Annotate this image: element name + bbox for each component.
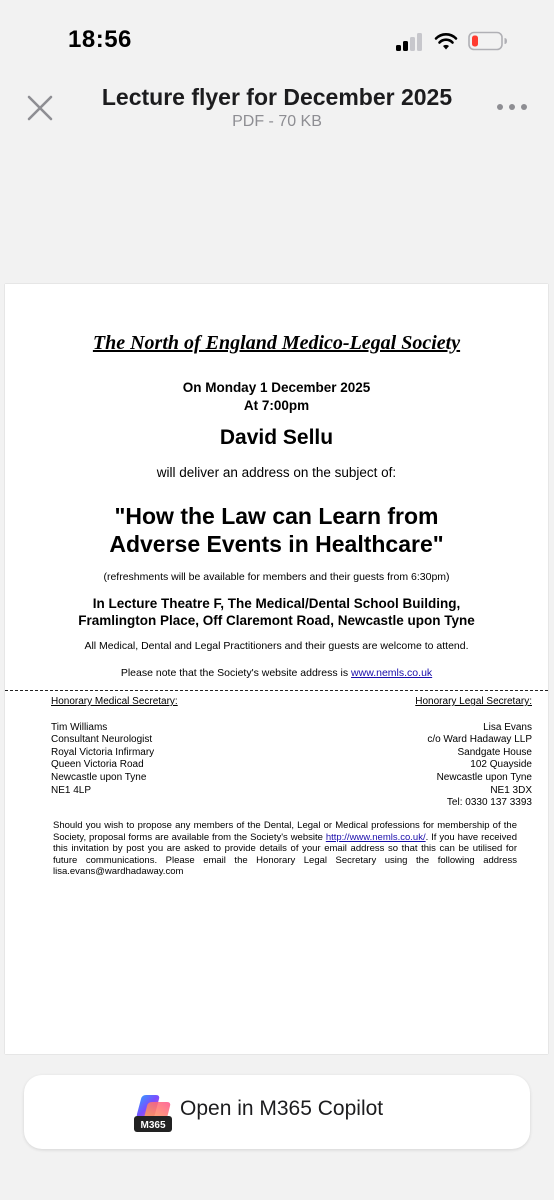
- legal-secretary-line: 102 Quayside: [470, 759, 532, 771]
- speaker-name: David Sellu: [219, 426, 334, 449]
- medical-secretary-line: Royal Victoria Infirmary: [51, 746, 155, 758]
- medical-secretary-heading: Honorary Medical Secretary:: [51, 696, 178, 707]
- open-in-m365-copilot-button[interactable]: [24, 1075, 530, 1149]
- event-time: At 7:00pm: [243, 398, 310, 413]
- refreshments-note: (refreshments will be available for members and their guests from 6:30pm): [103, 571, 450, 583]
- legal-secretary-heading: Honorary Legal Secretary:: [415, 696, 532, 707]
- open-button-label: Open in M365 Copilot: [180, 1097, 384, 1120]
- lecture-title-line-2: Adverse Events in Healthcare": [109, 531, 444, 557]
- m365-copilot-icon: [132, 1092, 174, 1134]
- attendance-note: All Medical, Dental and Legal Practitioners and their guests are welcome to attend.: [84, 640, 469, 652]
- battery-low-icon: [468, 31, 508, 51]
- medical-secretary-line: Queen Victoria Road: [51, 759, 144, 771]
- legal-secretary-line: Tel: 0330 137 3393: [446, 797, 532, 809]
- society-website-link[interactable]: http://www.nemls.co.uk/: [325, 831, 426, 843]
- status-bar: [0, 0, 554, 80]
- legal-secretary-line: c/o Ward Hadaway LLP: [427, 734, 532, 746]
- website-link[interactable]: www.nemls.co.uk: [351, 667, 433, 679]
- membership-note: [53, 820, 517, 878]
- cellular-signal-icon: [396, 33, 424, 51]
- close-icon[interactable]: [26, 94, 54, 122]
- society-name: The North of England Medico-Legal Society: [92, 332, 461, 354]
- document-title: Lecture flyer for December 2025: [101, 84, 453, 110]
- divider: [5, 690, 548, 691]
- m365-badge-text: M365: [140, 1120, 166, 1131]
- event-date: On Monday 1 December 2025: [182, 380, 371, 395]
- lecture-title: [5, 502, 548, 558]
- viewer-header: [0, 80, 554, 140]
- venue-line-1: In Lecture Theatre F, The Medical/Dental School Building,: [92, 596, 461, 611]
- legal-secretary-line: Lisa Evans: [483, 721, 532, 733]
- legal-secretary-line: NE1 3DX: [490, 784, 532, 796]
- medical-secretary-block: [51, 696, 178, 797]
- venue-line-2: Framlington Place, Off Claremont Road, Newcastle upon Tyne: [78, 613, 475, 628]
- deliver-text: will deliver an address on the subject of:: [156, 465, 397, 480]
- medical-secretary-line: Newcastle upon Tyne: [51, 771, 147, 783]
- status-time: 18:56: [68, 26, 132, 53]
- membership-note-text: Should you wish to propose any members of the Dental, Legal or Medical professions for membership of the Society, proposal forms are available from the Society's website: [53, 820, 517, 843]
- venue: [5, 595, 548, 629]
- legal-secretary-line: Newcastle upon Tyne: [436, 771, 532, 783]
- medical-secretary-line: Consultant Neurologist: [51, 734, 153, 746]
- wifi-icon: [434, 31, 458, 51]
- legal-secretary-line: Sandgate House: [457, 746, 532, 758]
- medical-secretary-line: Tim Williams: [51, 721, 108, 733]
- legal-secretary-block: [415, 696, 532, 810]
- lecture-title-line-1: "How the Law can Learn from: [114, 503, 439, 529]
- medical-secretary-line: NE1 4LP: [51, 784, 92, 796]
- website-note: [5, 667, 548, 679]
- website-note-text: Please note that the Society's website address is: [120, 667, 352, 679]
- document-subtitle: PDF - 70 KB: [232, 113, 322, 130]
- membership-note-text-2: . If you have received this invitation by post you are asked to provide details of your email address so that this can be utilised for future communications. Please email the Honorary Legal Secretary using the following address lisa.evans@wardhadaway.com: [53, 831, 517, 877]
- ellipsis-icon[interactable]: [497, 102, 529, 112]
- pdf-page[interactable]: [5, 284, 548, 1054]
